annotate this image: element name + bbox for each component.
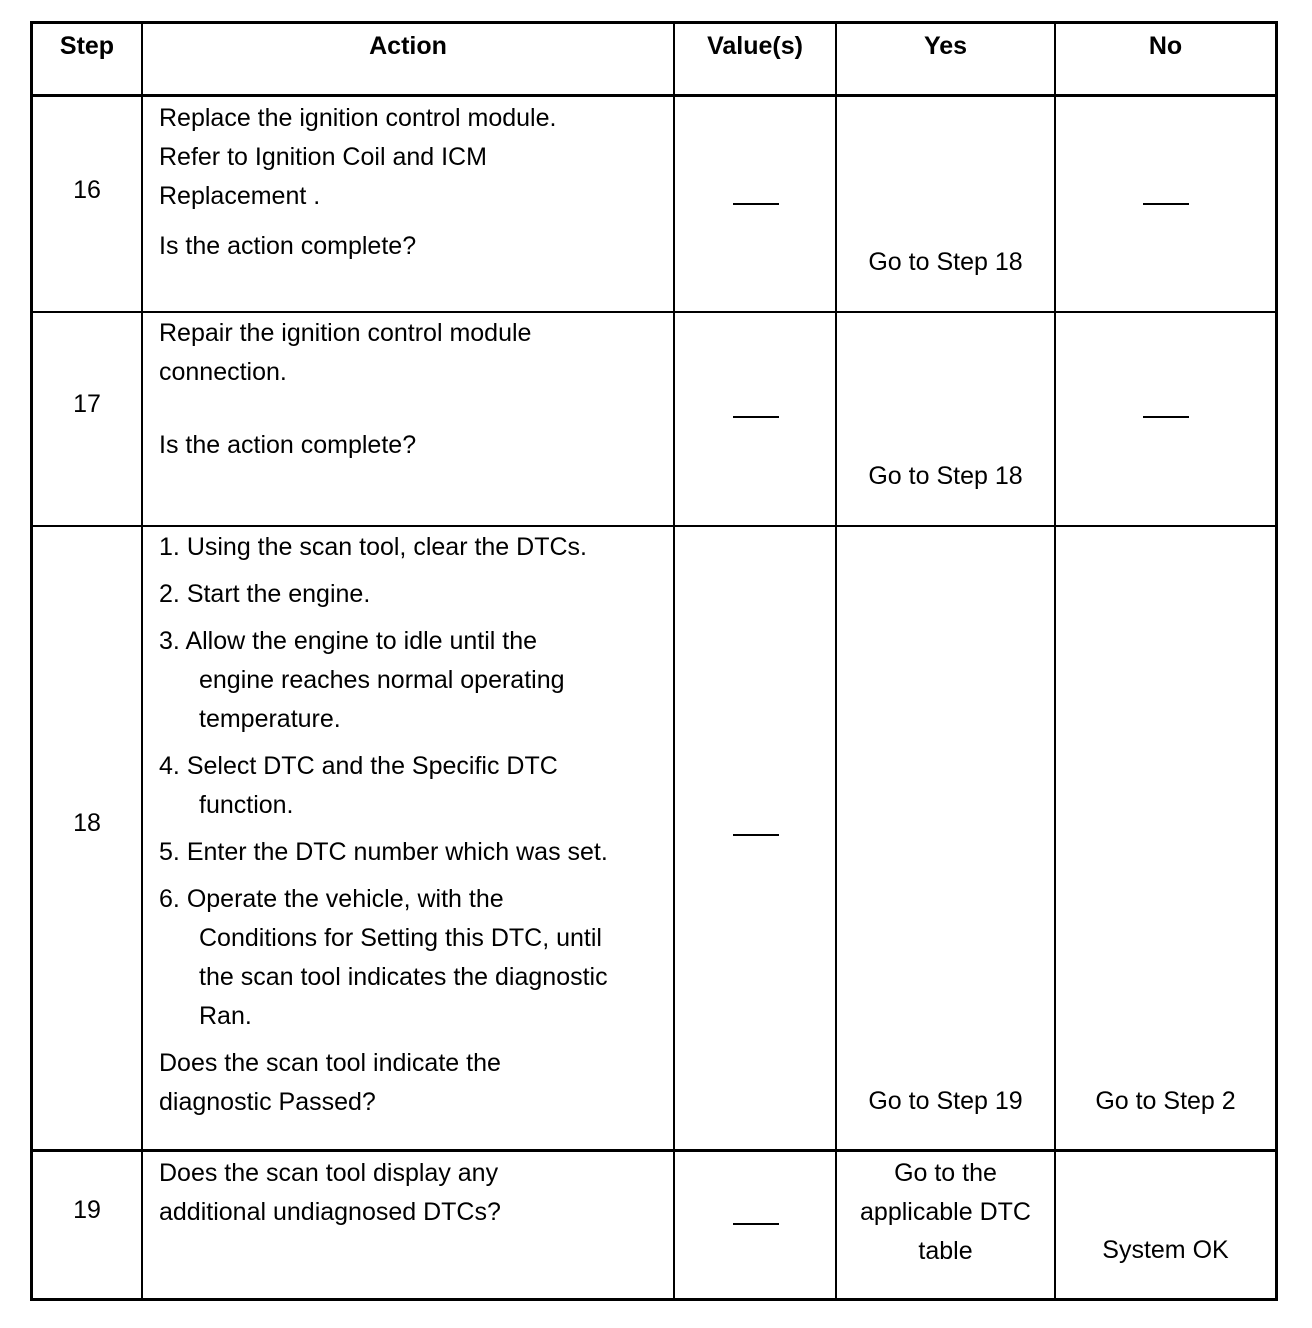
row-divider [33,1149,1275,1152]
no-link[interactable]: System OK [1102,1236,1229,1264]
empty-value-dash [733,834,779,836]
action-line: Refer to Ignition Coil and ICM [159,143,487,171]
action-line: Repair the ignition control module [159,319,532,347]
empty-value-dash [733,416,779,418]
list-text: engine reaches normal operating [199,666,565,694]
list-text: Enter the DTC number which was set. [186,838,608,866]
action-question: Is the action complete? [159,431,417,459]
list-number: 1. [159,533,180,561]
yes-line: table [918,1237,973,1265]
list-item [159,622,608,739]
empty-value-dash [733,203,779,205]
action-line: Replace the ignition control module. [159,104,557,132]
yes-line: Go to the [894,1159,997,1187]
list-number: 3. [159,627,180,655]
list-text: Using the scan tool, clear the DTCs. [186,533,587,561]
column-divider [673,24,675,1298]
header-values: Value(s) [707,32,803,60]
list-text: Allow the engine to idle until the [185,627,538,655]
action-text [159,1154,501,1232]
empty-no-dash [1143,203,1189,205]
action-line: Replacement . [159,182,321,210]
list-text: the scan tool indicates the diagnostic [199,963,608,991]
list-item [159,880,608,1036]
action-line: connection. [159,358,287,386]
header-step: Step [59,32,115,60]
list-text: Start the engine. [186,580,371,608]
yes-link[interactable] [837,1154,1054,1271]
action-text [159,99,556,266]
step-number: 16 [73,176,101,204]
header-yes: Yes [923,32,968,60]
yes-link[interactable]: Go to Step 18 [868,462,1023,490]
action-question: Does the scan tool indicate the [159,1049,501,1077]
list-number: 4. [159,752,180,780]
action-text [159,314,531,465]
yes-line: applicable DTC [860,1198,1031,1226]
list-item [159,575,608,614]
diagnostic-table [30,21,1278,1301]
action-text [159,528,608,1122]
step-number: 18 [73,809,101,837]
list-text: Select DTC and the Specific DTC [186,752,558,780]
list-text: Ran. [199,1002,252,1030]
list-text: temperature. [199,705,341,733]
row-divider [33,525,1275,527]
empty-no-dash [1143,416,1189,418]
list-text: function. [199,791,294,819]
step-number: 17 [73,390,101,418]
list-text: Conditions for Setting this DTC, until [199,924,602,952]
list-item [159,833,608,872]
list-item [159,528,608,567]
list-number: 2. [159,580,180,608]
action-question: Does the scan tool display any [159,1159,499,1187]
action-question: Is the action complete? [159,232,417,260]
list-item [159,747,608,825]
yes-link[interactable]: Go to Step 19 [868,1087,1023,1115]
column-divider [141,24,143,1298]
step-number: 19 [73,1196,101,1224]
header-no: No [1148,32,1183,60]
header-action: Action [369,32,447,60]
yes-link[interactable]: Go to Step 18 [868,248,1023,276]
empty-value-dash [733,1223,779,1225]
list-number: 6. [159,885,180,913]
list-number: 5. [159,838,180,866]
row-divider [33,94,1275,97]
list-text: Operate the vehicle, with the [186,885,504,913]
action-question: additional undiagnosed DTCs? [159,1198,501,1226]
no-link[interactable]: Go to Step 2 [1095,1087,1236,1115]
row-divider [33,311,1275,313]
action-question: diagnostic Passed? [159,1088,376,1116]
